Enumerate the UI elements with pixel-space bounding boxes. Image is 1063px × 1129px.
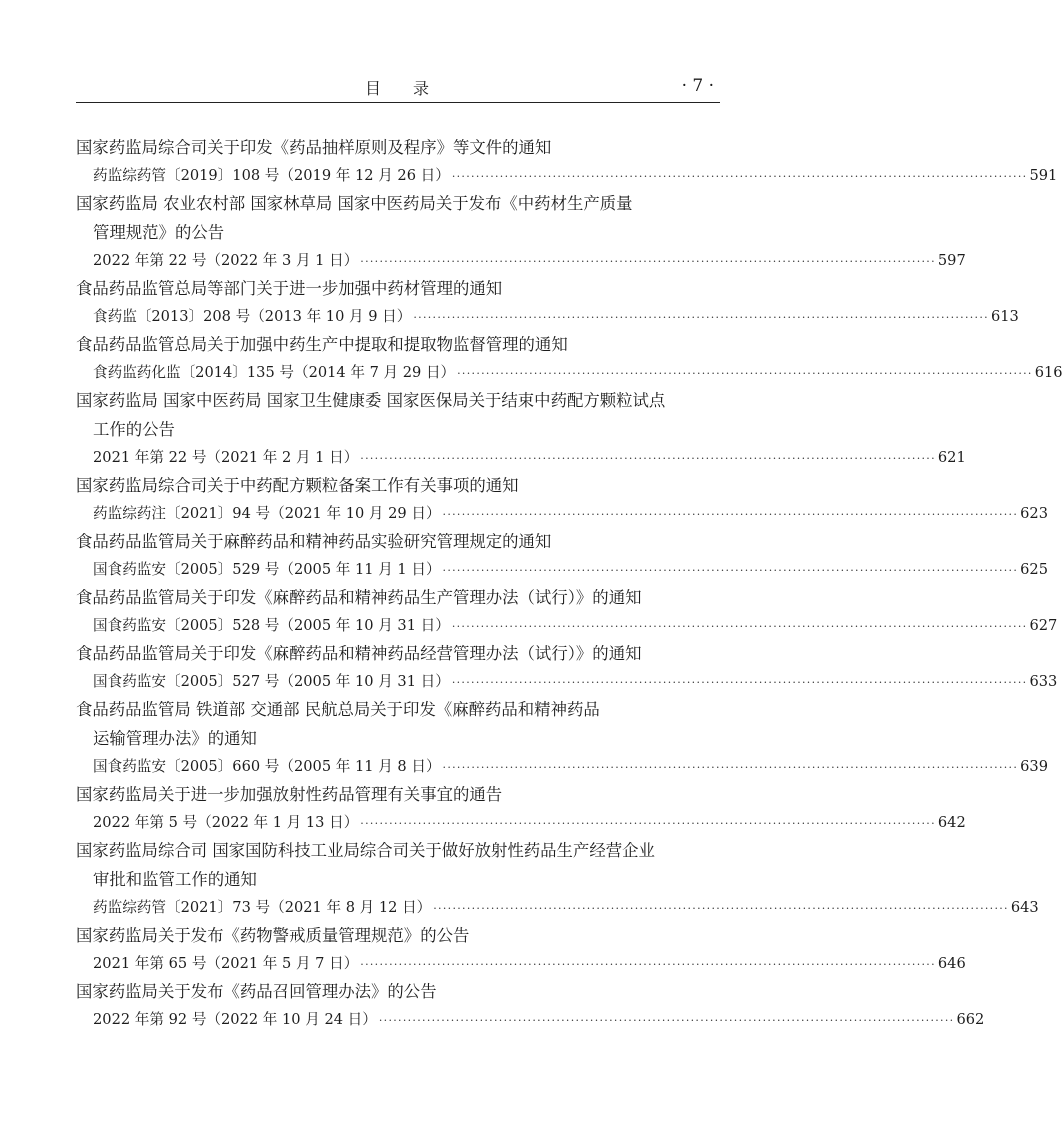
entry-title: 国家药监局关于进一步加强放射性药品管理有关事宜的通告 [76,785,503,804]
entry-title: 国家药监局综合司关于印发《药品抽样原则及程序》等文件的通知 [76,138,552,157]
entry-title: 食品药品监管局关于印发《麻醉药品和精神药品生产管理办法（试行）》的通知 [76,588,642,607]
dot-leader: ························································································································ [360,958,936,971]
entry-page-number[interactable]: 597 [937,252,966,269]
entry-page-number[interactable]: 633 [1029,673,1058,690]
toc-entry[interactable] [76,471,1048,527]
entry-title: 食品药品监管总局关于加强中药生产中提取和提取物监督管理的通知 [76,335,568,354]
entry-title: 食品药品监管局关于麻醉药品和精神药品实验研究管理规定的通知 [76,532,552,551]
toc-entry[interactable] [76,386,966,471]
document-number: 药监综药管〔2019〕108 号（2019 年 12 月 26 日） [93,167,450,184]
toc-entry[interactable] [76,836,1039,921]
entry-reference-line [76,668,1058,695]
document-number: 国食药监安〔2005〕529 号（2005 年 11 月 1 日） [93,561,441,578]
entry-title: 国家药监局关于发布《药物警戒质量管理规范》的公告 [76,926,470,945]
document-number: 国食药监安〔2005〕528 号（2005 年 10 月 31 日） [93,617,450,634]
dot-leader: ························································································································ [451,676,1028,689]
entry-reference-line [76,359,1063,386]
dot-leader: ························································································································ [451,620,1028,633]
toc-entry[interactable] [76,583,1058,639]
document-number: 2022 年第 92 号（2022 年 10 月 24 日） [93,1011,377,1028]
toc-entry[interactable] [76,133,1058,189]
entry-reference-line [76,303,1019,330]
entry-page-number[interactable]: 646 [937,955,966,972]
dot-leader: ························································································································ [451,170,1028,183]
toc-entry[interactable] [76,639,1058,695]
entry-reference-line [76,809,966,836]
toc-entry[interactable] [76,780,966,836]
entry-reference-line [76,612,1058,639]
section-title [76,76,720,99]
entry-page-number[interactable]: 613 [990,308,1019,325]
entry-reference-line [76,894,1039,921]
entry-title: 国家药监局综合司关于中药配方颗粒备案工作有关事项的通知 [76,476,519,495]
entry-title: 审批和监管工作的通知 [93,870,257,889]
entry-reference-line [76,500,1048,527]
dot-leader: ························································································································ [442,761,1019,774]
dot-leader: ························································································································ [360,817,936,830]
toc-entry[interactable] [76,921,966,977]
toc-entry[interactable] [76,330,1063,386]
entry-reference-line [76,556,1048,583]
document-number: 国食药监安〔2005〕660 号（2005 年 11 月 8 日） [93,758,441,775]
entry-title: 国家药监局关于发布《药品召回管理办法》的公告 [76,982,437,1001]
dot-leader: ························································································································ [433,902,1009,915]
entry-page-number[interactable]: 621 [937,449,966,466]
dot-leader: ························································································································ [360,452,936,465]
section-title-left: 目 [364,79,383,98]
entry-page-number[interactable]: 591 [1029,167,1058,184]
toc-entry[interactable] [76,527,1048,583]
entry-page-number[interactable]: 662 [956,1011,985,1028]
dot-leader: ························································································································ [442,508,1019,521]
entry-page-number[interactable]: 616 [1034,364,1063,381]
entry-page-number[interactable]: 639 [1020,758,1048,775]
entry-reference-line [76,444,966,471]
document-number: 药监综药注〔2021〕94 号（2021 年 10 月 29 日） [93,505,441,522]
entry-title: 工作的公告 [93,420,175,439]
header-rule [76,102,720,103]
entry-reference-line [76,950,966,977]
toc-entry[interactable] [76,274,1019,330]
dot-leader: ························································································································ [442,564,1019,577]
entry-title: 食品药品监管局 铁道部 交通部 民航总局关于印发《麻醉药品和精神药品 [76,700,600,719]
toc-entry[interactable] [76,189,966,274]
dot-leader: ························································································································ [413,311,989,324]
entry-title: 国家药监局 农业农村部 国家林草局 国家中医药局关于发布《中药材生产质量 [76,194,633,213]
entry-reference-line [76,162,1058,189]
dot-leader: ························································································································ [457,367,1033,380]
table-of-contents [76,133,1063,1033]
document-number: 2021 年第 22 号（2021 年 2 月 1 日） [93,449,359,466]
entry-reference-line [76,247,966,274]
section-title-right: 录 [413,79,432,98]
dot-leader: ························································································································ [360,255,936,268]
page-number: · 7 · [681,76,714,96]
entry-reference-line [76,753,1048,780]
entry-page-number[interactable]: 627 [1029,617,1058,634]
document-number: 2022 年第 5 号（2022 年 1 月 13 日） [93,814,359,831]
entry-page-number[interactable]: 642 [937,814,966,831]
entry-title: 国家药监局 国家中医药局 国家卫生健康委 国家医保局关于结束中药配方颗粒试点 [76,391,666,410]
entry-page-number[interactable]: 623 [1020,505,1048,522]
toc-entry[interactable] [76,977,985,1033]
running-header [76,70,720,100]
entry-title: 运输管理办法》的通知 [93,729,257,748]
entry-reference-line [76,1006,985,1033]
toc-entry[interactable] [76,695,1048,780]
entry-title: 食品药品监管总局等部门关于进一步加强中药材管理的通知 [76,279,503,298]
document-number: 药监综药管〔2021〕73 号（2021 年 8 月 12 日） [93,899,432,916]
document-number: 2021 年第 65 号（2021 年 5 月 7 日） [93,955,359,972]
document-number: 2022 年第 22 号（2022 年 3 月 1 日） [93,252,359,269]
document-number: 国食药监安〔2005〕527 号（2005 年 10 月 31 日） [93,673,450,690]
entry-title: 国家药监局综合司 国家国防科技工业局综合司关于做好放射性药品生产经营企业 [76,841,655,860]
document-number: 食药监〔2013〕208 号（2013 年 10 月 9 日） [93,308,412,325]
entry-title: 食品药品监管局关于印发《麻醉药品和精神药品经营管理办法（试行）》的通知 [76,644,642,663]
entry-page-number[interactable]: 643 [1010,899,1039,916]
dot-leader: ························································································································ [378,1014,955,1027]
entry-page-number[interactable]: 625 [1020,561,1048,578]
document-number: 食药监药化监〔2014〕135 号（2014 年 7 月 29 日） [93,364,456,381]
entry-title: 管理规范》的公告 [93,223,225,242]
